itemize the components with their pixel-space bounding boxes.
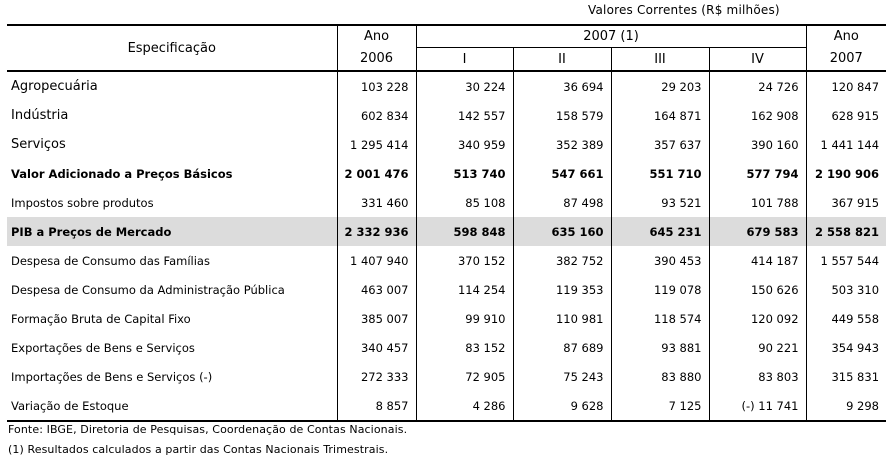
- cell-q2: 36 694: [513, 71, 611, 101]
- row-label: Indústria: [7, 101, 337, 130]
- cell-q3: 7 125: [611, 391, 709, 421]
- table-notes: [8, 420, 407, 460]
- cell-q3: 551 710: [611, 159, 709, 188]
- header-year-2007-label: Ano: [833, 29, 859, 45]
- cell-2006: 602 834: [337, 101, 416, 130]
- cell-q4: 577 794: [709, 159, 806, 188]
- table-row: [7, 362, 886, 391]
- table-row: [7, 246, 886, 275]
- row-label: Impostos sobre produtos: [7, 188, 337, 217]
- cell-q2: 119 353: [513, 275, 611, 304]
- row-label: PIB a Preços de Mercado: [7, 217, 337, 246]
- cell-2006: 2 001 476: [337, 159, 416, 188]
- cell-q2: 352 389: [513, 130, 611, 159]
- header-quarter-1: I: [416, 48, 513, 72]
- cell-2006: 340 457: [337, 333, 416, 362]
- cell-q1: 370 152: [416, 246, 513, 275]
- cell-q2: 158 579: [513, 101, 611, 130]
- row-label: Variação de Estoque: [7, 391, 337, 421]
- cell-2007: 2 190 906: [814, 166, 880, 181]
- source-note: Fonte: IBGE, Diretoria de Pesquisas, Coordenação de Contas Nacionais.: [8, 423, 408, 436]
- cell-q2: 75 243: [513, 362, 611, 391]
- cell-q2: 110 981: [513, 304, 611, 333]
- cell-q1: 114 254: [416, 275, 513, 304]
- table-row: [7, 130, 886, 159]
- header-year-2006-value: 2006: [337, 48, 416, 72]
- cell-q3: 390 453: [611, 246, 709, 275]
- table-row-gdp-total: [7, 217, 886, 246]
- cell-q4: 390 160: [709, 130, 806, 159]
- cell-2006: 272 333: [337, 362, 416, 391]
- table-row: [7, 71, 886, 101]
- cell-q2: 87 498: [513, 188, 611, 217]
- cell-q2: 547 661: [513, 159, 611, 188]
- cell-2007: 1 557 544: [820, 253, 880, 268]
- table-row: [7, 304, 886, 333]
- cell-2006: 1 295 414: [337, 130, 416, 159]
- header-period-2007: 2007 (1): [416, 25, 806, 48]
- header-specification: Especificação: [7, 25, 337, 71]
- cell-q1: 99 910: [416, 304, 513, 333]
- cell-q2: 87 689: [513, 333, 611, 362]
- cell-q1: 30 224: [416, 71, 513, 101]
- cell-q4: (-) 11 741: [709, 391, 806, 421]
- header-row-top: [7, 25, 886, 48]
- cell-2007: 2 558 821: [806, 217, 886, 246]
- row-label: Valor Adicionado a Preços Básicos: [7, 159, 337, 188]
- table-row-subtotal: [7, 159, 886, 188]
- cell-q3: 164 871: [611, 101, 709, 130]
- cell-q3: 357 637: [611, 130, 709, 159]
- table-row: [7, 101, 886, 130]
- cell-q1: 83 152: [416, 333, 513, 362]
- cell-q1: 4 286: [416, 391, 513, 421]
- cell-2006: 385 007: [337, 304, 416, 333]
- cell-q4: 24 726: [709, 71, 806, 101]
- cell-q1: 598 848: [416, 217, 513, 246]
- cell-2007: 354 943: [831, 340, 880, 355]
- cell-q3: 119 078: [611, 275, 709, 304]
- row-label: Importações de Bens e Serviços (-): [7, 362, 337, 391]
- cell-2006: 1 407 940: [337, 246, 416, 275]
- row-label: Exportações de Bens e Serviços: [7, 333, 337, 362]
- table-row: [7, 391, 886, 421]
- cell-q4: 90 221: [709, 333, 806, 362]
- cell-q2: 382 752: [513, 246, 611, 275]
- header-year-2007-value: 2007: [806, 48, 886, 72]
- table-row: [7, 275, 886, 304]
- cell-2007: 503 310: [831, 282, 880, 297]
- cell-q1: 72 905: [416, 362, 513, 391]
- cell-q1: 513 740: [416, 159, 513, 188]
- cell-2006: 103 228: [337, 71, 416, 101]
- cell-q2: 635 160: [513, 217, 611, 246]
- cell-2006: 463 007: [337, 275, 416, 304]
- cell-q1: 85 108: [416, 188, 513, 217]
- header-year-2006-label: Ano: [337, 25, 416, 48]
- cell-q3: 93 521: [611, 188, 709, 217]
- header-quarter-3: III: [611, 48, 709, 72]
- cell-q4: 101 788: [709, 188, 806, 217]
- cell-q4: 162 908: [709, 101, 806, 130]
- cell-q4: 83 803: [709, 362, 806, 391]
- footnote: (1) Resultados calculados a partir das Contas Nacionais Trimestrais.: [8, 443, 389, 456]
- row-label: Formação Bruta de Capital Fixo: [7, 304, 337, 333]
- header-quarter-4: IV: [709, 48, 806, 72]
- cell-q1: 142 557: [416, 101, 513, 130]
- cell-2007: 367 915: [831, 195, 880, 210]
- cell-q4: 414 187: [709, 246, 806, 275]
- cell-q4: 679 583: [709, 217, 806, 246]
- cell-2006: 331 460: [337, 188, 416, 217]
- cell-2007: 1 441 144: [820, 137, 880, 152]
- cell-2007: 315 831: [831, 369, 880, 384]
- table-row: [7, 333, 886, 362]
- cell-2007: 120 847: [831, 79, 880, 94]
- row-label: Serviços: [7, 130, 337, 159]
- cell-q3: 118 574: [611, 304, 709, 333]
- cell-q4: 150 626: [709, 275, 806, 304]
- cell-2007: 449 558: [831, 311, 880, 326]
- cell-2006: 2 332 936: [337, 217, 416, 246]
- cell-q3: 645 231: [611, 217, 709, 246]
- cell-q2: 9 628: [513, 391, 611, 421]
- row-label: Agropecuária: [7, 71, 337, 101]
- cell-2007: 628 915: [831, 108, 880, 123]
- cell-q3: 29 203: [611, 71, 709, 101]
- header-quarter-2: II: [513, 48, 611, 72]
- row-label: Despesa de Consumo das Famílias: [7, 246, 337, 275]
- cell-q1: 340 959: [416, 130, 513, 159]
- cell-2007: 9 298: [806, 391, 886, 421]
- row-label: Despesa de Consumo da Administração Pública: [7, 275, 337, 304]
- table-row: [7, 188, 886, 217]
- unit-caption: Valores Correntes (R$ milhões): [588, 3, 780, 17]
- gdp-table: [7, 24, 886, 422]
- cell-q3: 93 881: [611, 333, 709, 362]
- cell-2006: 8 857: [337, 391, 416, 421]
- cell-q4: 120 092: [709, 304, 806, 333]
- cell-q3: 83 880: [611, 362, 709, 391]
